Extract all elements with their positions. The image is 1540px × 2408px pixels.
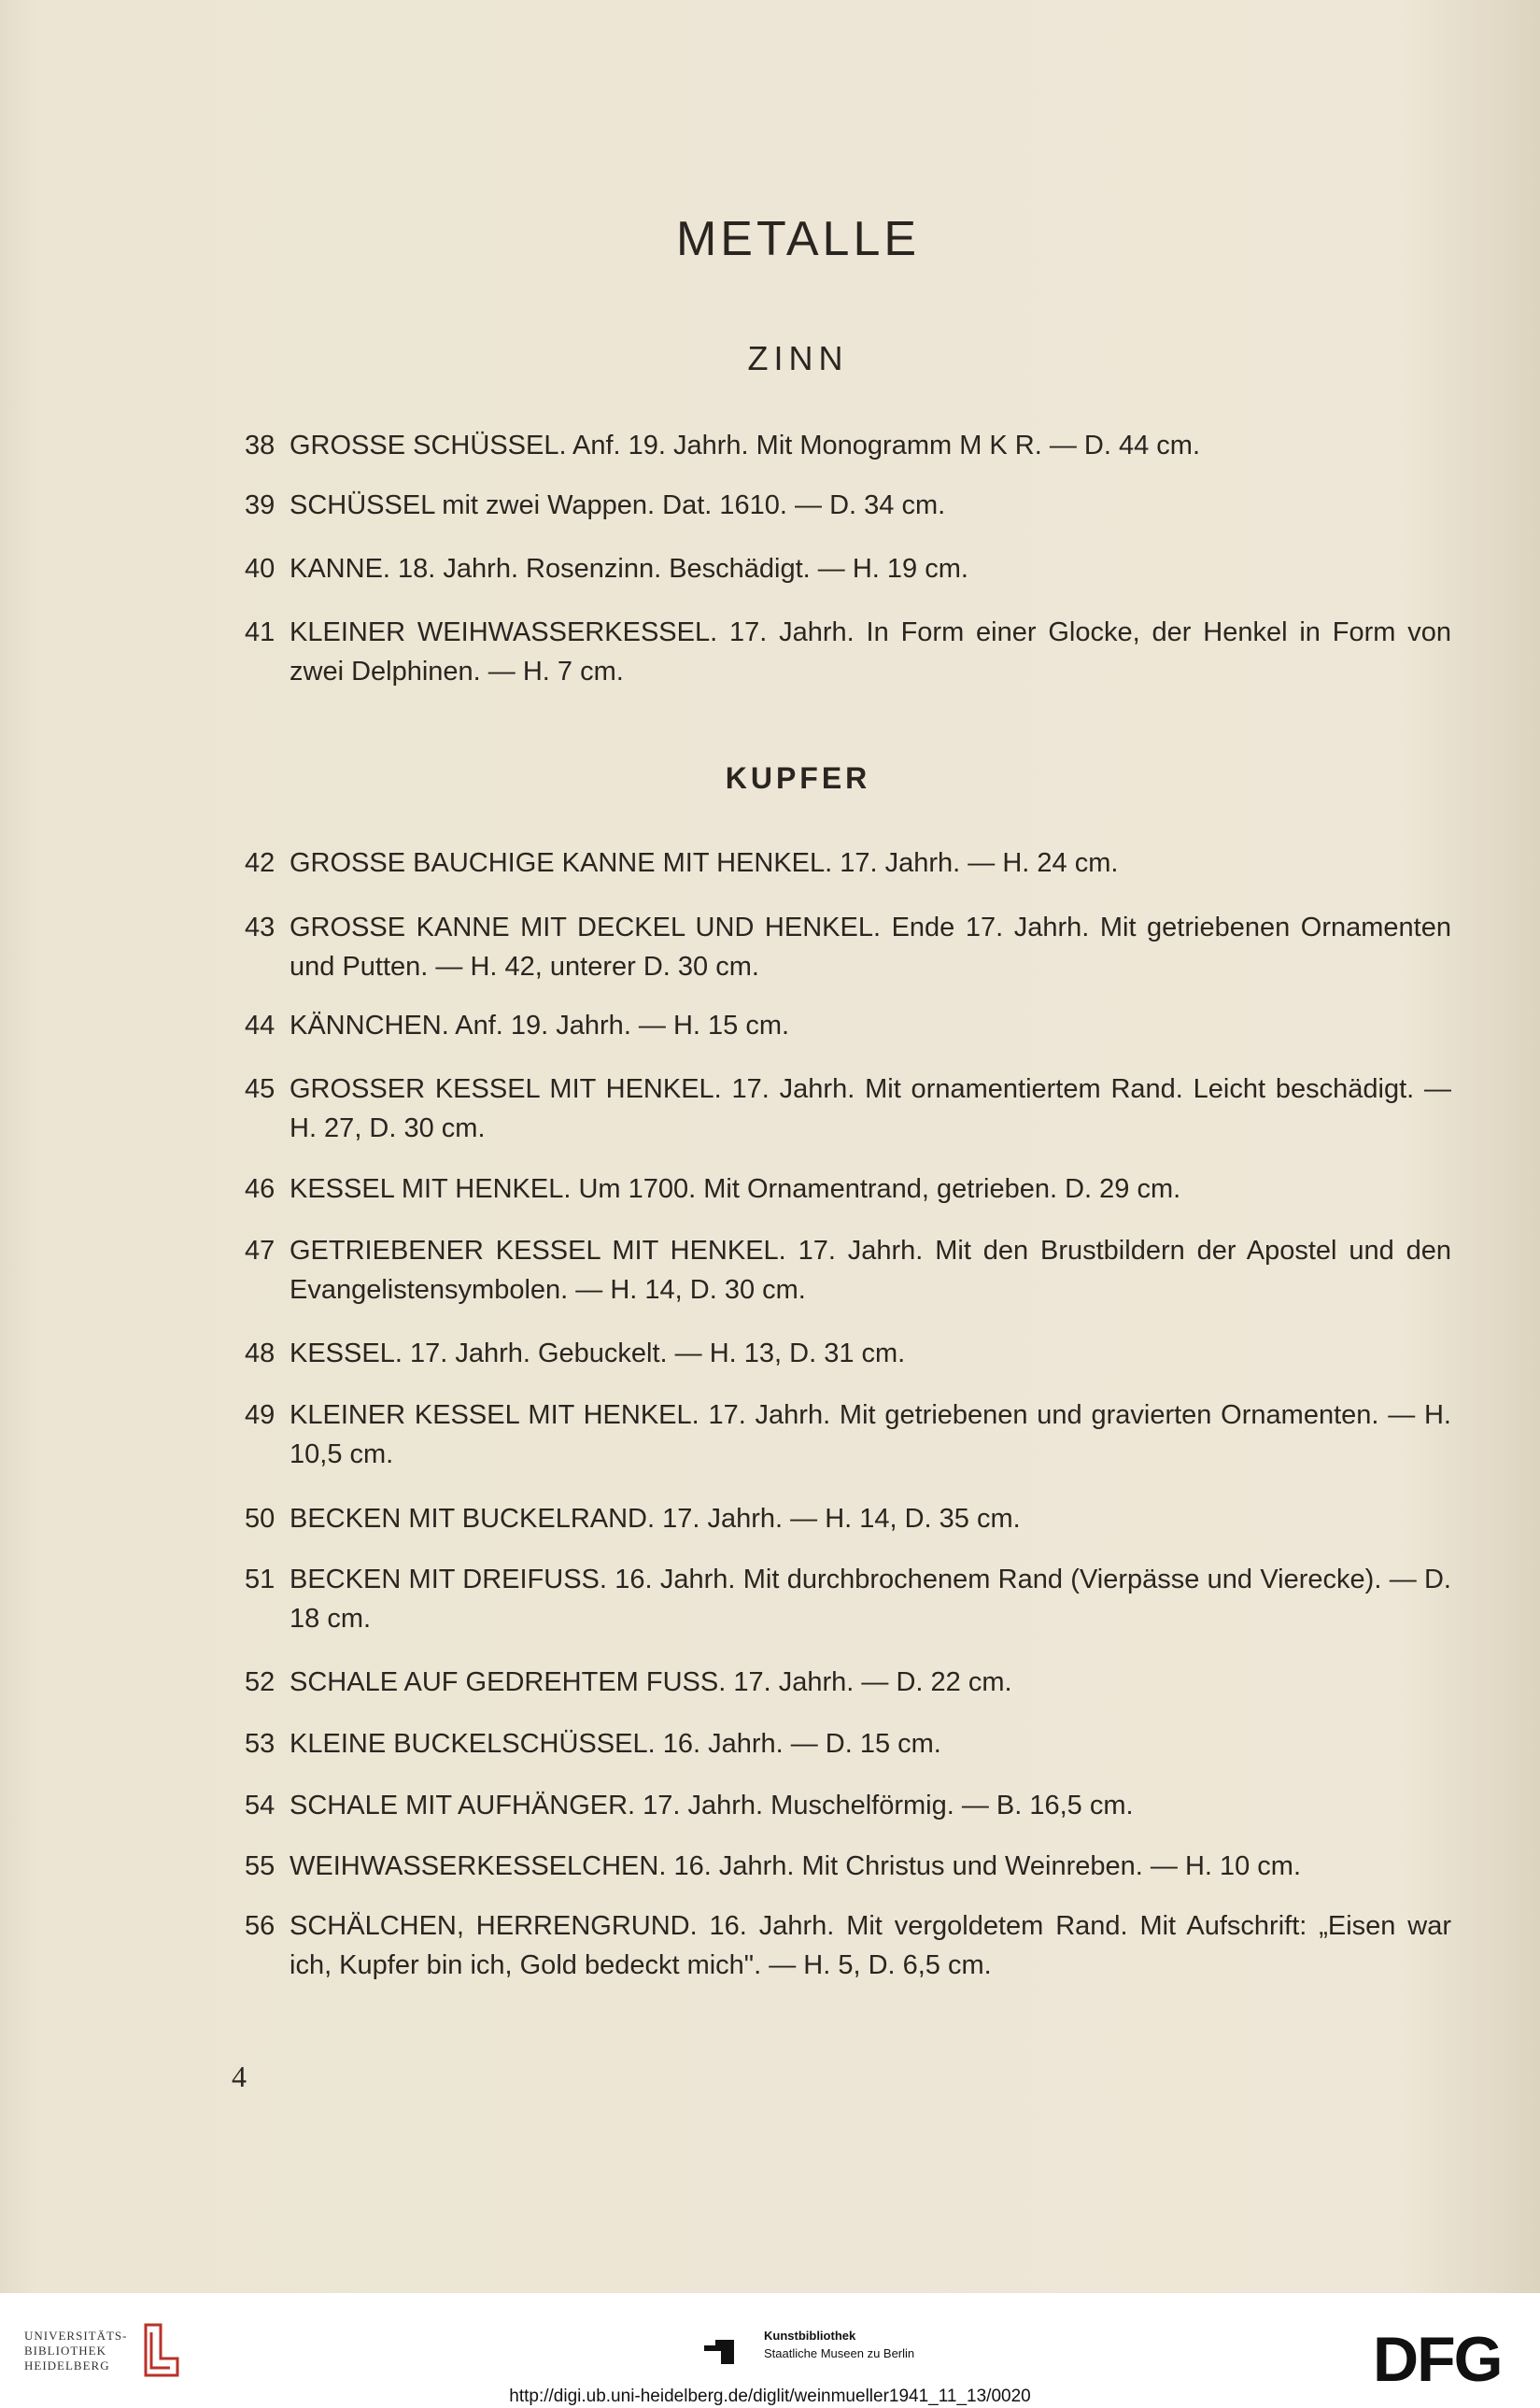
catalog-entry [245, 1069, 1451, 1148]
kb-title: Kunstbibliothek [764, 2329, 856, 2343]
entry-text: GROSSER KESSEL MIT HENKEL. 17. Jahrh. Mit ornamentiertem Rand. Leicht beschädigt. — H. 27, D. 30 cm. [290, 1074, 1451, 1143]
catalog-entry [245, 1847, 1451, 1886]
entry-number: 44 [245, 1011, 276, 1041]
source-url[interactable]: http://digi.ub.uni-heidelberg.de/diglit/weinmueller1941_11_13/0020 [509, 2387, 1031, 2406]
kb-subtitle: Staatliche Museen zu Berlin [764, 2346, 915, 2360]
dfg-logo[interactable]: DFG [1373, 2324, 1502, 2395]
catalog-entry [245, 1560, 1451, 1638]
page-number: 4 [232, 2060, 247, 2093]
entry-text: SCHÜSSEL mit zwei Wappen. Dat. 1610. — D. 34 cm. [290, 490, 946, 520]
catalog-entry [245, 549, 1451, 588]
entry-text: GROSSE KANNE MIT DECKEL UND HENKEL. Ende 17. Jahrh. Mit getriebenen Ornamenten und Putten. — H. 42, unterer D. 30 cm. [290, 913, 1451, 982]
footer-bar [0, 2293, 1540, 2408]
catalog-entry [245, 613, 1451, 691]
entry-text: KLEINER WEIHWASSERKESSEL. 17. Jahrh. In Form einer Glocke, der Henkel in Form von zwei Delphinen. — H. 7 cm. [290, 617, 1451, 687]
entry-number: 53 [245, 1729, 276, 1759]
catalog-entry [245, 908, 1451, 986]
ub-logo-line: UNIVERSITÄTS- [24, 2329, 128, 2343]
catalog-entry [245, 426, 1451, 465]
entry-text: KÄNNCHEN. Anf. 19. Jahrh. — H. 15 cm. [290, 1011, 790, 1041]
catalog-entry [245, 1663, 1451, 1702]
entry-number: 41 [245, 617, 276, 647]
entry-text: KESSEL. 17. Jahrh. Gebuckelt. — H. 13, D. 31 cm. [290, 1339, 906, 1368]
entry-text: SCHÄLCHEN, HERRENGRUND. 16. Jahrh. Mit vergoldetem Rand. Mit Aufschrift: „Eisen war ich, Kupfer bin ich, Gold bedeckt mich". — H. 5, D. 6,5 cm. [290, 1911, 1451, 1980]
entry-text: BECKEN MIT DREIFUSS. 16. Jahrh. Mit durchbrochenem Rand (Vierpässe und Vierecke). — D. 18 cm. [290, 1565, 1451, 1634]
catalog-entry [245, 1231, 1451, 1310]
entry-text: KLEINE BUCKELSCHÜSSEL. 16. Jahrh. — D. 15 cm. [290, 1729, 941, 1759]
catalog-entry [245, 843, 1451, 883]
catalog-entry [245, 1499, 1451, 1538]
entry-number: 50 [245, 1504, 276, 1534]
catalog-entry [245, 486, 1451, 525]
entry-text: GROSSE BAUCHIGE KANNE MIT HENKEL. 17. Jahrh. — H. 24 cm. [290, 848, 1119, 878]
entry-number: 52 [245, 1667, 276, 1697]
entry-number: 55 [245, 1851, 276, 1881]
entry-number: 38 [245, 431, 276, 460]
entry-number: 47 [245, 1236, 276, 1266]
kunstbibliothek-icon [702, 2338, 736, 2366]
ub-logo-line: HEIDELBERG [24, 2358, 110, 2373]
entry-number: 56 [245, 1911, 276, 1941]
entry-number: 49 [245, 1400, 276, 1430]
page-title: METALLE [675, 212, 921, 266]
entry-number: 42 [245, 848, 276, 878]
entry-number: 40 [245, 554, 276, 584]
catalog-entry [245, 1906, 1451, 1985]
entry-text: SCHALE MIT AUFHÄNGER. 17. Jahrh. Muschelförmig. — B. 16,5 cm. [290, 1791, 1134, 1820]
catalog-entry [245, 1006, 1451, 1045]
entry-text: BECKEN MIT BUCKELRAND. 17. Jahrh. — H. 14, D. 35 cm. [290, 1504, 1021, 1534]
entry-number: 45 [245, 1074, 276, 1104]
section-heading-zinn: ZINN [747, 339, 849, 377]
entry-text: KANNE. 18. Jahrh. Rosenzinn. Beschädigt. — H. 19 cm. [290, 554, 968, 584]
entry-text: GETRIEBENER KESSEL MIT HENKEL. 17. Jahrh. Mit den Brustbildern der Apostel und den Evangelistensymbolen. — H. 14, D. 30 cm. [290, 1236, 1451, 1305]
ub-mark-icon [140, 2321, 185, 2379]
catalog-entry [245, 1724, 1451, 1764]
entry-text: GROSSE SCHÜSSEL. Anf. 19. Jahrh. Mit Monogramm M K R. — D. 44 cm. [290, 431, 1201, 460]
entry-text: SCHALE AUF GEDREHTEM FUSS. 17. Jahrh. — D. 22 cm. [290, 1667, 1012, 1697]
entry-number: 48 [245, 1339, 276, 1368]
entry-text: KESSEL MIT HENKEL. Um 1700. Mit Ornamentrand, getrieben. D. 29 cm. [290, 1174, 1181, 1204]
catalog-entry [245, 1334, 1451, 1373]
entry-text: KLEINER KESSEL MIT HENKEL. 17. Jahrh. Mit getriebenen und gravierten Ornamenten. — H. 10,5 cm. [290, 1400, 1451, 1469]
entry-number: 54 [245, 1791, 276, 1820]
ub-logo-line: BIBLIOTHEK [24, 2344, 106, 2358]
catalog-entry [245, 1169, 1451, 1209]
catalog-entry [245, 1395, 1451, 1474]
entry-number: 43 [245, 913, 276, 942]
entry-number: 51 [245, 1565, 276, 1594]
section-heading-kupfer: KUPFER [725, 761, 871, 795]
ub-heidelberg-logo[interactable] [24, 2329, 128, 2373]
entry-text: WEIHWASSERKESSELCHEN. 16. Jahrh. Mit Christus und Weinreben. — H. 10 cm. [290, 1851, 1302, 1881]
entry-number: 46 [245, 1174, 276, 1204]
catalog-entry [245, 1786, 1451, 1825]
entry-number: 39 [245, 490, 276, 520]
